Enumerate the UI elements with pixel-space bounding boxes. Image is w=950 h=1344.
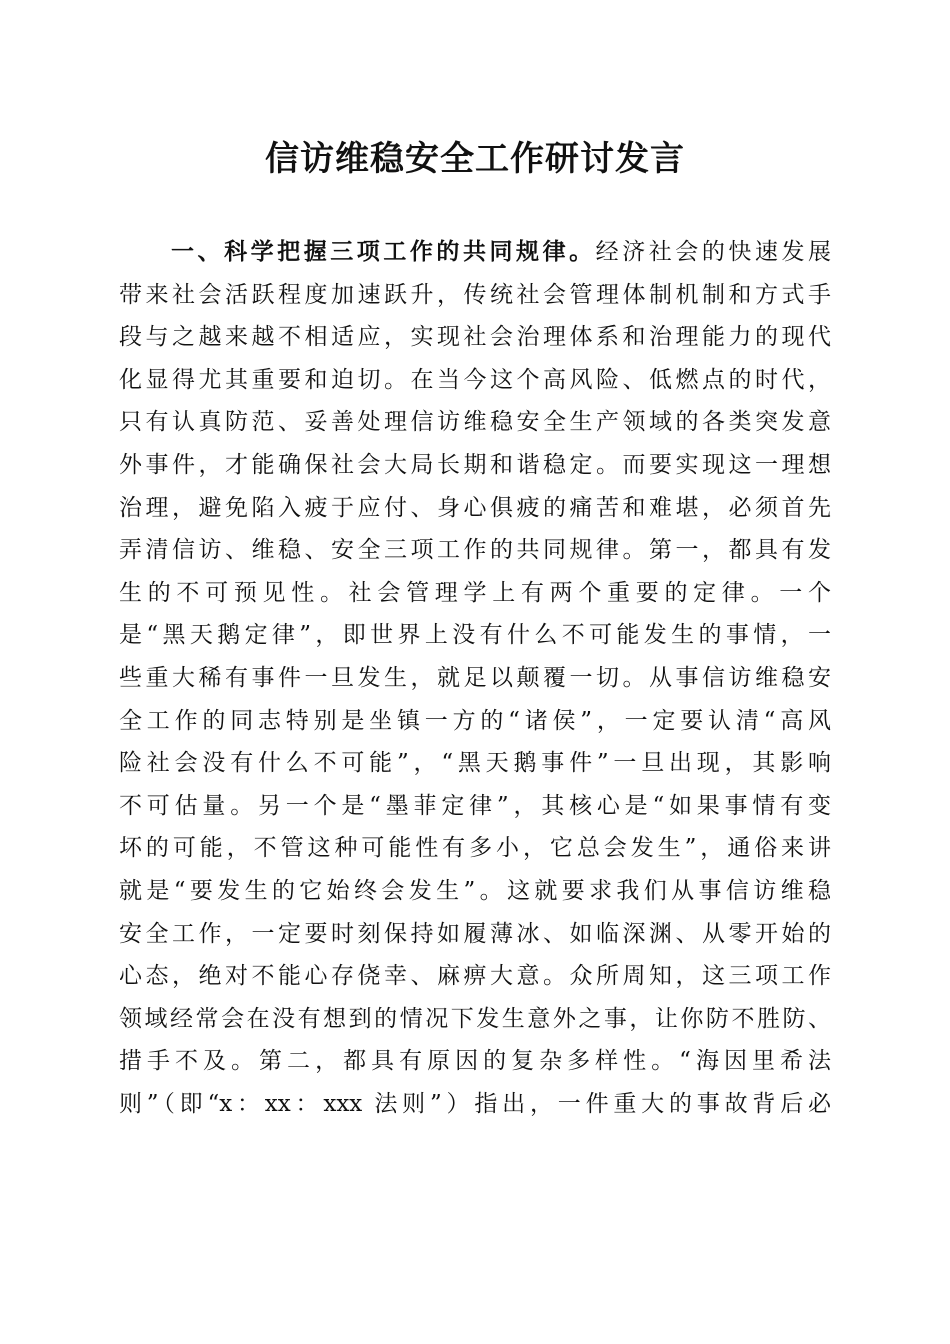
paragraph-text: 经济社会的快速发展 [595,239,832,265]
paragraph-line: 坏的可能，不管这种可能性有多小，它总会发生”，通俗来讲 [119,835,831,862]
paragraph-line [119,231,831,274]
paragraph-line: 带来社会活跃程度加速跃升，传统社会管理体制机制和方式手 [119,281,831,308]
paragraph-line: 些重大稀有事件一旦发生，就足以颠覆一切。从事信访维稳安 [119,664,831,691]
paragraph-line: 生的不可预见性。社会管理学上有两个重要的定律。一个 [119,579,831,606]
section-heading: 一、科学把握三项工作的共同规律。 [171,239,596,265]
paragraph-line: 领域经常会在没有想到的情况下发生意外之事，让你防不胜防、 [119,1005,831,1032]
paragraph-line: 则”（即“x：xx：xxx 法则”）指出，一件重大的事故背后必 [119,1090,831,1117]
paragraph-line: 险社会没有什么不可能”，“黑天鹅事件”一旦出现，其影响 [119,750,831,777]
document-title: 信访维稳安全工作研讨发言 [265,139,685,179]
document-body [119,231,831,1125]
paragraph-line: 是“黑天鹅定律”，即世界上没有什么不可能发生的事情，一 [119,622,831,649]
paragraph-line: 全工作的同志特别是坐镇一方的“诸侯”，一定要认清“高风 [119,707,831,734]
paragraph-line: 心态，绝对不能心存侥幸、麻痹大意。众所周知，这三项工作 [119,963,831,990]
paragraph-line: 就是“要发生的它始终会发生”。这就要求我们从事信访维稳 [119,877,831,904]
paragraph-line: 外事件，才能确保社会大局长期和谐稳定。而要实现这一理想 [119,451,831,478]
paragraph-line: 化显得尤其重要和迫切。在当今这个高风险、低燃点的时代， [119,366,831,393]
paragraph-line: 只有认真防范、妥善处理信访维稳安全生产领域的各类突发意 [119,409,831,436]
paragraph-line: 弄清信访、维稳、安全三项工作的共同规律。第一，都具有发 [119,537,831,564]
paragraph-line: 不可估量。另一个是“墨菲定律”，其核心是“如果事情有变 [119,792,831,819]
paragraph-line: 措手不及。第二，都具有原因的复杂多样性。“海因里希法 [119,1048,831,1075]
paragraph-line: 安全工作，一定要时刻保持如履薄冰、如临深渊、从零开始的 [119,920,831,947]
paragraph-line: 段与之越来越不相适应，实现社会治理体系和治理能力的现代 [119,324,831,351]
paragraph-line: 治理，避免陷入疲于应付、身心俱疲的痛苦和难堪，必须首先 [119,494,831,521]
